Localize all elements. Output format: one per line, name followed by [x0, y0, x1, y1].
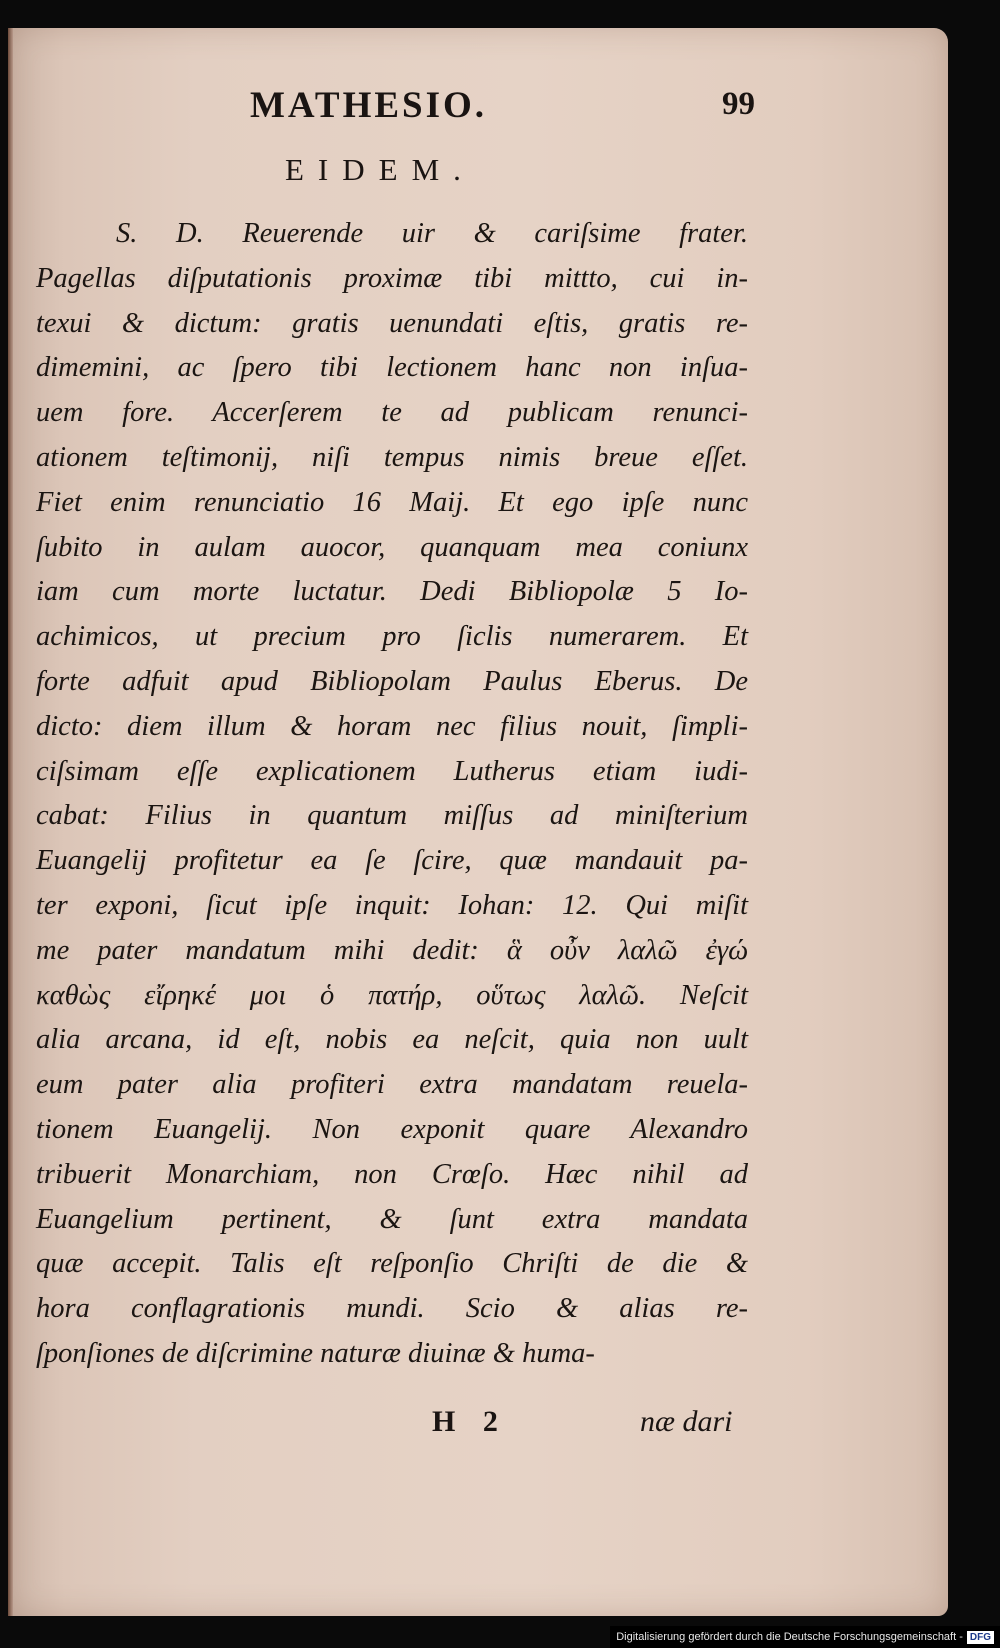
- page-number: 99: [722, 86, 755, 122]
- page-header: [250, 84, 755, 134]
- text-line: tribuerit Monarchiam, non Crœſo. Hæc nihil ad: [36, 1158, 748, 1190]
- text-line: ſponſiones de diſcrimine naturæ diuinæ & huma-: [36, 1337, 595, 1369]
- text-line: eum pater alia profiteri extra mandatam reuela-: [36, 1069, 748, 1101]
- text-line: dimemini, ac ſpero tibi lectionem hanc non inſua-: [36, 352, 748, 384]
- text-line: hora conflagrationis mundi. Scio & alias re-: [36, 1293, 748, 1325]
- running-head: MATHESIO.: [250, 85, 488, 126]
- text-line: ter exponi, ſicut ipſe inquit: Iohan: 12. Qui miſit: [36, 889, 748, 921]
- text-line: S. D. Reuerende uir & cariſsime frater.: [116, 218, 748, 249]
- letter-body: [36, 212, 748, 1377]
- dfg-logo-icon: DFG: [967, 1631, 994, 1644]
- section-title: EIDEM.: [285, 152, 475, 187]
- credit-text: Digitalisierung gefördert durch die Deutsche Forschungsgemeinschaft -: [616, 1631, 963, 1643]
- signature-mark: H 2: [432, 1405, 508, 1438]
- text-line: Euangelij profitetur ea ſe ſcire, quæ mandauit pa-: [36, 845, 748, 877]
- text-line: alia arcana, id eſt, nobis ea neſcit, quia non uult: [36, 1024, 748, 1056]
- text-line: iam cum morte luctatur. Dedi Bibliopolæ 5 Io-: [36, 576, 748, 608]
- text-line: tionem Euangelij. Non exponit quare Alexandro: [36, 1113, 748, 1145]
- text-line: καθὼς εἴρηκέ μοι ὁ πατήρ, οὕτως λαλῶ. Neſcit: [36, 979, 748, 1011]
- text-line: ciſsimam eſſe explicationem Lutherus etiam iudi-: [36, 755, 748, 787]
- text-line: Euangelium pertinent, & ſunt extra mandata: [36, 1203, 748, 1235]
- text-line: quæ accepit. Talis eſt reſponſio Chriſti de die &: [36, 1248, 748, 1280]
- text-line: uem fore. Accerſerem te ad publicam renunci-: [36, 397, 748, 429]
- text-line: dicto: diem illum & horam nec filius nouit, ſimpli-: [36, 710, 748, 742]
- text-line: ationem teſtimonij, niſi tempus nimis breue eſſet.: [36, 441, 748, 473]
- text-line: Fiet enim renunciatio 16 Maij. Et ego ipſe nunc: [36, 486, 748, 518]
- catchword: næ dari: [640, 1405, 733, 1438]
- text-line: forte adfuit apud Bibliopolam Paulus Eberus. De: [36, 665, 748, 697]
- text-line: cabat: Filius in quantum miſſus ad miniſterium: [36, 800, 748, 832]
- text-line: Pagellas diſputationis proximæ tibi mittto, cui in-: [36, 262, 748, 294]
- text-line: achimicos, ut precium pro ſiclis numerarem. Et: [36, 621, 748, 653]
- text-line: me pater mandatum mihi dedit: ἃ οὖν λαλῶ ἐγώ: [36, 934, 748, 966]
- text-line: ſubito in aulam auocor, quanquam mea coniunx: [36, 531, 748, 563]
- text-line: texui & dictum: gratis uenundati eſtis, gratis re-: [36, 307, 748, 339]
- digitization-credit: [610, 1626, 1000, 1648]
- page-gutter-edge: [8, 28, 13, 1616]
